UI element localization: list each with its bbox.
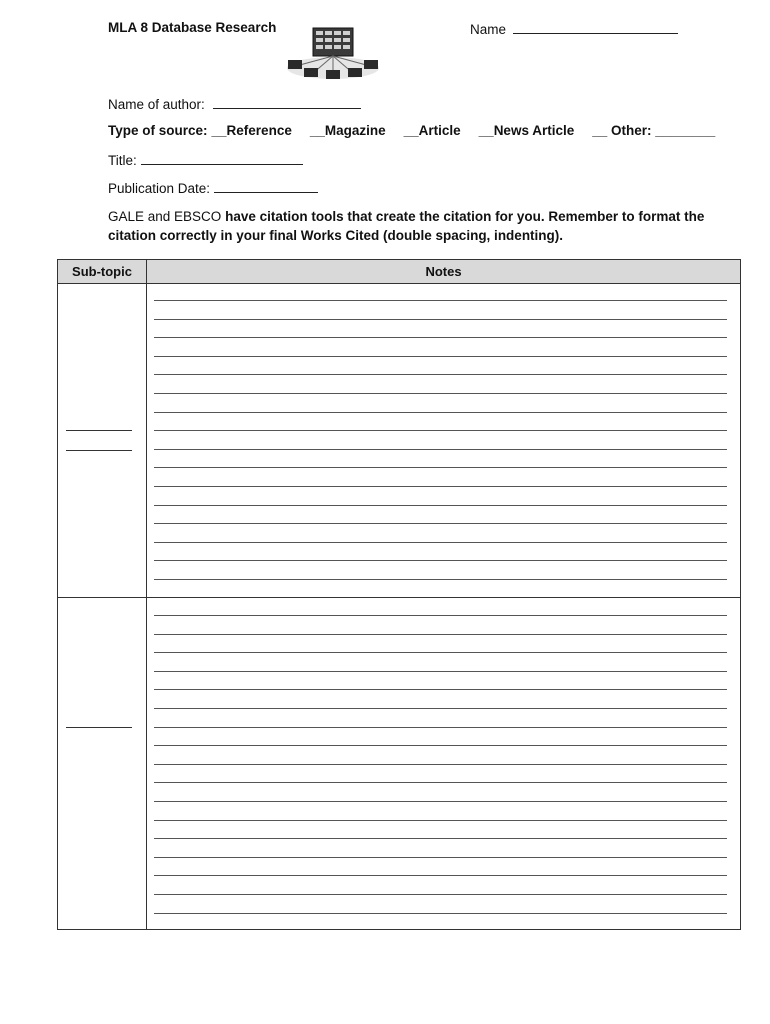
note-line[interactable] (154, 337, 727, 338)
source-option-news-article[interactable]: __News Article (478, 123, 575, 138)
source-type-field (108, 123, 733, 139)
note-line[interactable] (154, 708, 727, 709)
source-type-label: Type of source: (108, 123, 208, 138)
source-option-magazine[interactable]: __Magazine (309, 123, 386, 138)
note-line[interactable] (154, 523, 727, 524)
notes-header: Notes (425, 264, 462, 279)
note-line[interactable] (154, 913, 727, 914)
name-field (470, 20, 678, 38)
note-line[interactable] (154, 467, 727, 468)
database-network-icon (284, 24, 382, 82)
instructions-text: have citation tools that create the citation for you. Remember to format the citation correctly in your final Works Cited (double spacing, indenting). (108, 209, 705, 243)
note-line[interactable] (154, 634, 727, 635)
note-line[interactable] (154, 894, 727, 895)
subtopic-header: Sub-topic (58, 260, 147, 283)
note-line[interactable] (154, 820, 727, 821)
note-line[interactable] (154, 782, 727, 783)
table-header-row (58, 260, 740, 284)
note-line[interactable] (154, 727, 727, 728)
note-line[interactable] (154, 671, 727, 672)
name-label: Name (470, 22, 507, 37)
name-input-line[interactable] (513, 20, 678, 34)
note-line[interactable] (154, 486, 727, 487)
worksheet-title: MLA 8 Database Research (108, 20, 277, 35)
column-divider (146, 283, 147, 929)
note-line[interactable] (154, 745, 727, 746)
section-divider (58, 597, 740, 598)
publication-date-label: Publication Date: (108, 181, 211, 196)
subtopic-blank-line[interactable] (66, 727, 132, 728)
note-line[interactable] (154, 449, 727, 450)
subtopic-blank-line[interactable] (66, 430, 132, 431)
source-option-reference[interactable]: __Reference (211, 123, 292, 138)
note-line[interactable] (154, 652, 727, 653)
note-line[interactable] (154, 542, 727, 543)
note-line[interactable] (154, 689, 727, 690)
note-line[interactable] (154, 857, 727, 858)
source-option-article[interactable]: __Article (403, 123, 461, 138)
title-field (108, 151, 303, 169)
author-input-line[interactable] (213, 95, 361, 109)
note-line[interactable] (154, 505, 727, 506)
note-line[interactable] (154, 560, 727, 561)
note-line[interactable] (154, 319, 727, 320)
author-label: Name of author: (108, 97, 205, 112)
note-line[interactable] (154, 393, 727, 394)
note-line[interactable] (154, 374, 727, 375)
instructions-lead: GALE and EBSCO (108, 209, 222, 224)
publication-date-field (108, 179, 318, 197)
note-line[interactable] (154, 412, 727, 413)
title-label: Title: (108, 153, 137, 168)
instructions-paragraph (108, 207, 718, 245)
note-line[interactable] (154, 764, 727, 765)
note-line[interactable] (154, 615, 727, 616)
note-line[interactable] (154, 801, 727, 802)
author-field (108, 95, 361, 113)
note-line[interactable] (154, 356, 727, 357)
note-line[interactable] (154, 875, 727, 876)
subtopic-blank-line[interactable] (66, 450, 132, 451)
note-line[interactable] (154, 838, 727, 839)
publication-date-input-line[interactable] (214, 179, 318, 193)
title-input-line[interactable] (141, 151, 303, 165)
note-line[interactable] (154, 579, 727, 580)
note-line[interactable] (154, 430, 727, 431)
note-line[interactable] (154, 300, 727, 301)
notes-table (57, 259, 741, 930)
source-option-other[interactable]: __ Other: ________ (592, 123, 716, 138)
